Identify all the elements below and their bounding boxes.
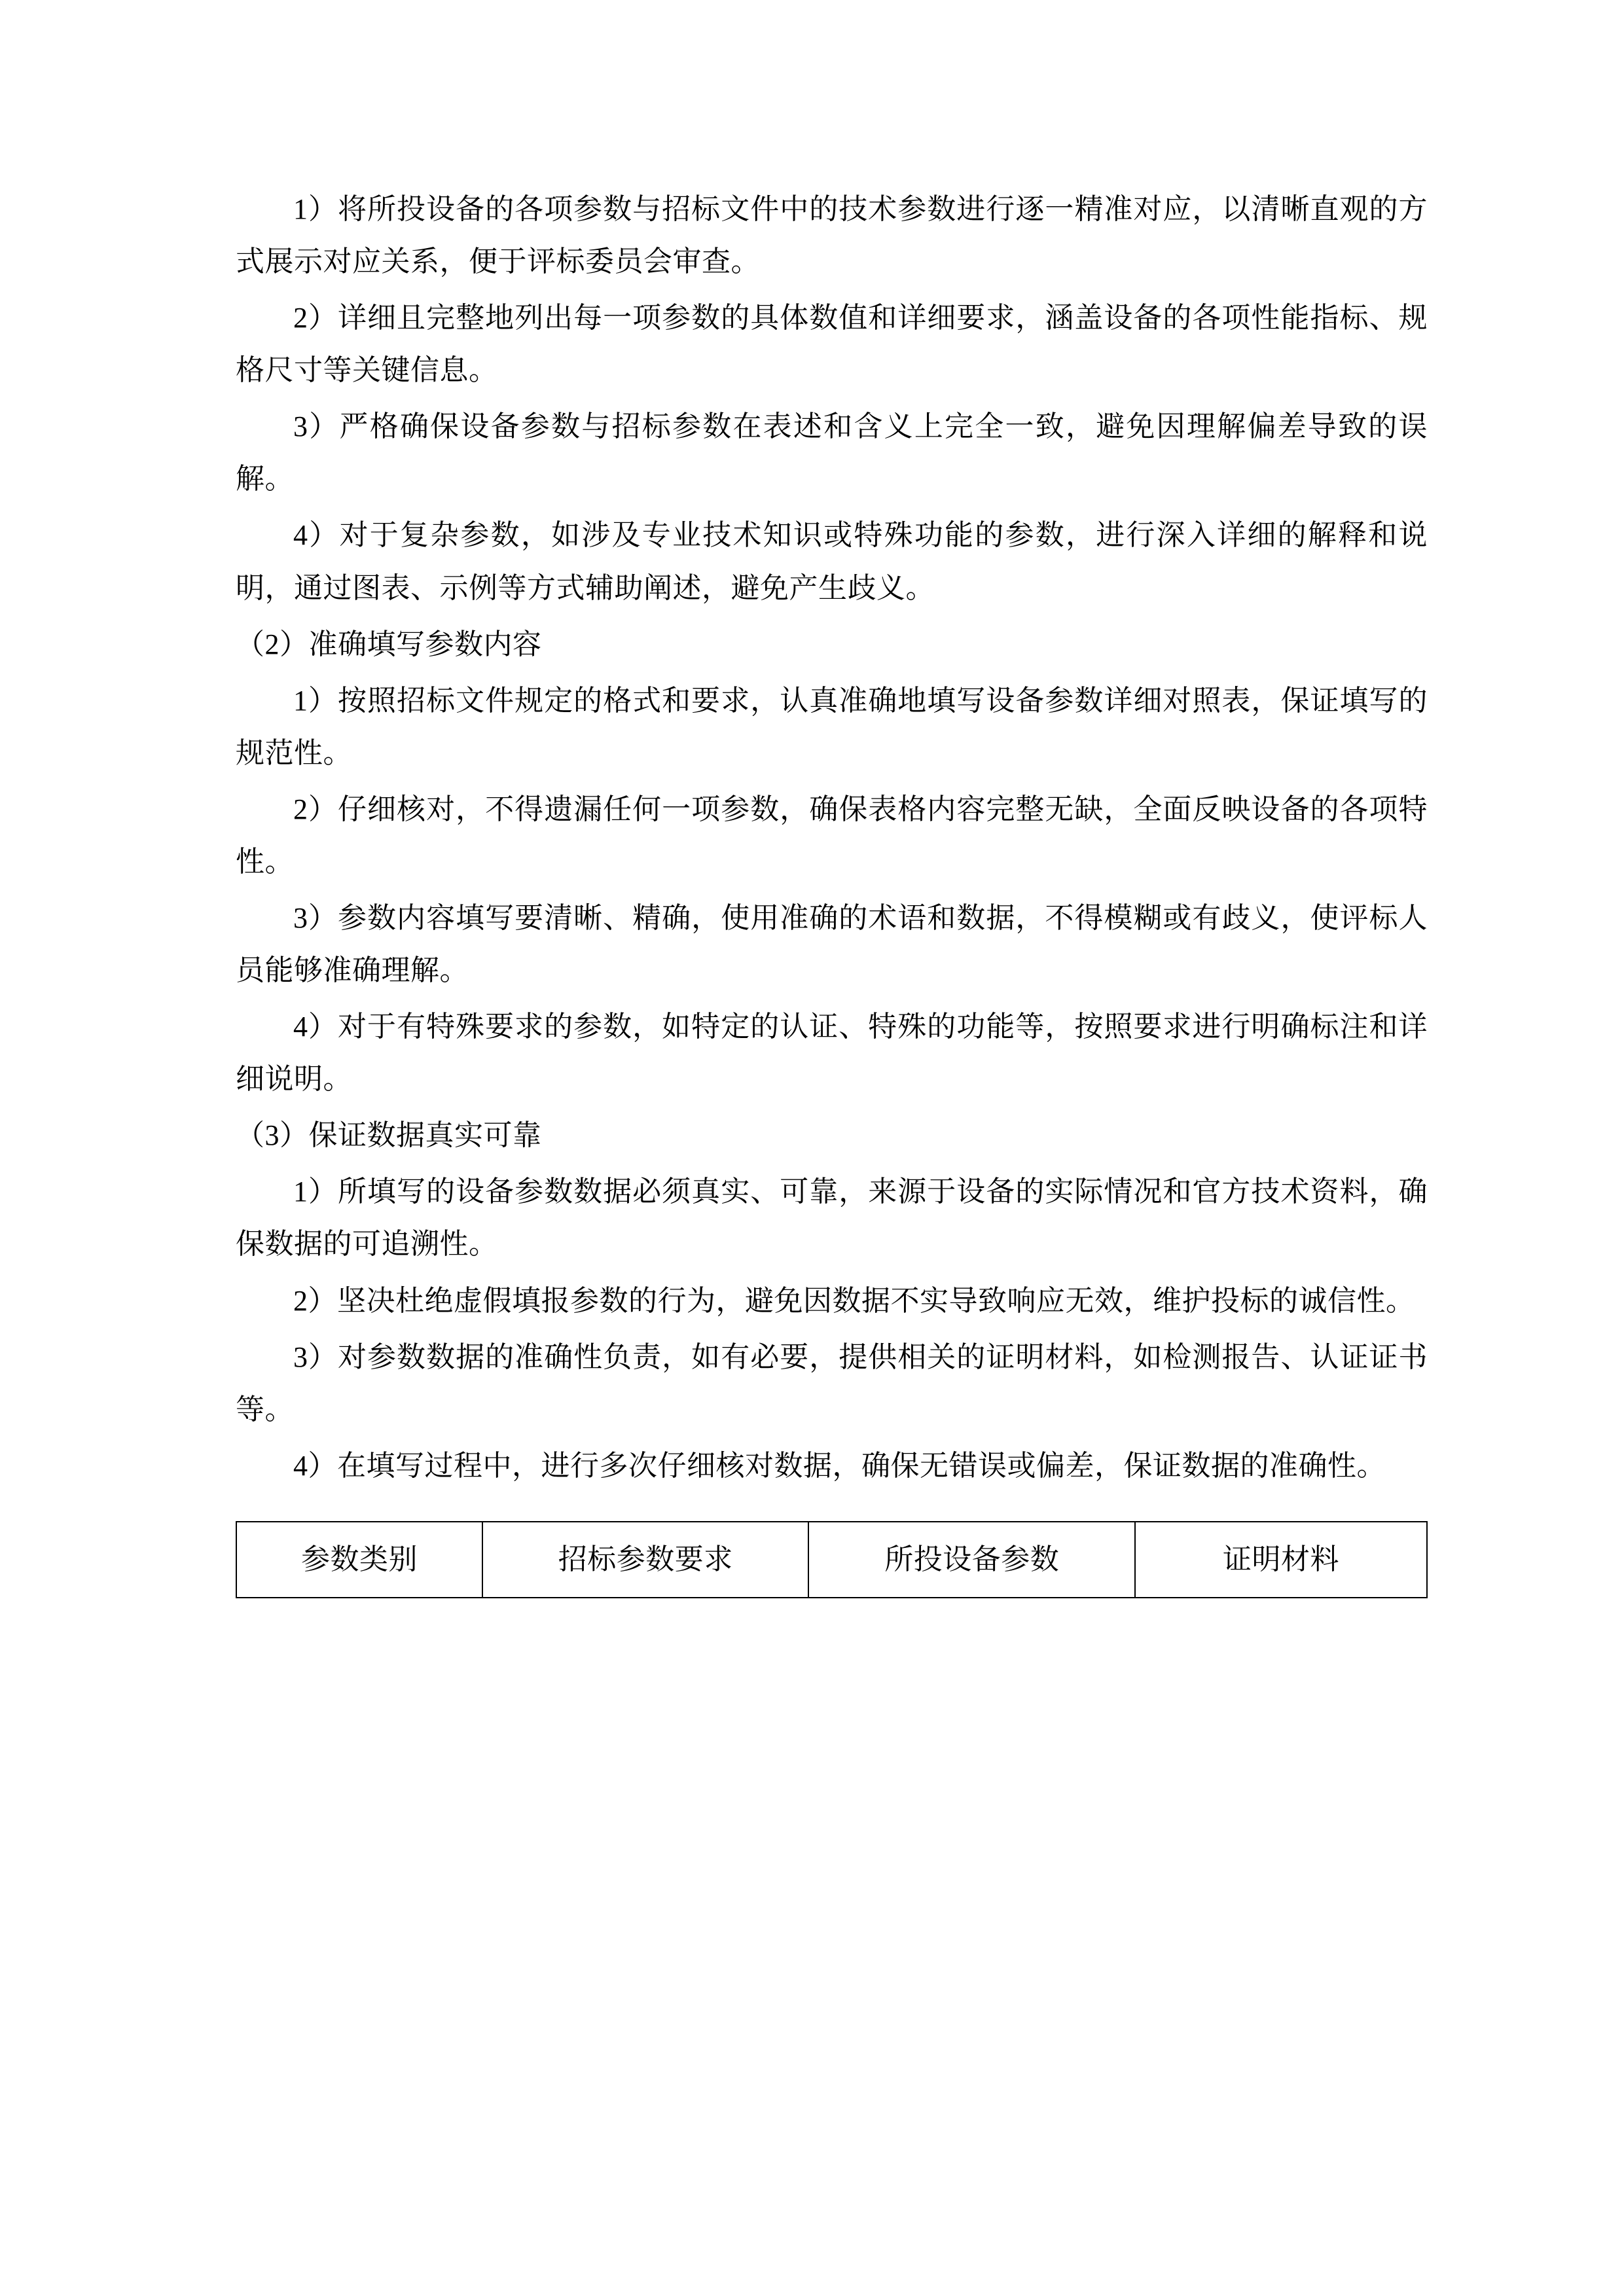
paragraph-7: 3）参数内容填写要清晰、精确，使用准确的术语和数据，不得模糊或有歧义，使评标人员能够准确理解。 [236,902,1428,987]
table-header-row [236,1522,1427,1598]
paragraph-9: 1）所填写的设备参数数据必须真实、可靠，来源于设备的实际情况和官方技术资料，确保数据的可追溯性。 [236,1175,1428,1261]
section-heading-3: （3）保证数据真实可靠 [236,1119,542,1152]
table-header-cell-offered-parameter: 所投设备参数 [808,1522,1134,1598]
section-heading-2: （2）准确填写参数内容 [236,628,542,660]
paragraph-1: 1）将所投设备的各项参数与招标文件中的技术参数进行逐一精准对应，以清晰直观的方式展示对应关系，便于评标委员会审查。 [236,193,1428,278]
paragraph-6: 2）仔细核对，不得遗漏任何一项参数，确保表格内容完整无缺，全面反映设备的各项特性。 [236,793,1428,878]
paragraph-8: 4）对于有特殊要求的参数，如特定的认证、特殊的功能等，按照要求进行明确标注和详细说明。 [236,1011,1428,1096]
paragraph-11: 3）对参数数据的准确性负责，如有必要，提供相关的证明材料，如检测报告、认证证书等。 [236,1340,1428,1426]
paragraph-3: 3）严格确保设备参数与招标参数在表述和含义上完全一致，避免因理解偏差导致的误解。 [236,410,1428,495]
parameter-comparison-table [236,1521,1428,1598]
paragraph-2: 2）详细且完整地列出每一项参数的具体数值和详细要求，涵盖设备的各项性能指标、规格尺寸等关键信息。 [236,302,1428,387]
table-header-cell-category: 参数类别 [236,1522,482,1598]
table-header-cell-tender-requirement: 招标参数要求 [482,1522,808,1598]
paragraph-5: 1）按照招标文件规定的格式和要求，认真准确地填写设备参数详细对照表，保证填写的规范性。 [236,684,1428,769]
paragraph-4: 4）对于复杂参数，如涉及专业技术知识或特殊功能的参数，进行深入详细的解释和说明，通过图表、示例等方式辅助阐述，避免产生歧义。 [236,519,1428,604]
document-body [236,183,1428,1598]
table-header-cell-proof-material: 证明材料 [1135,1522,1427,1598]
paragraph-12: 4）在填写过程中，进行多次仔细核对数据，确保无错误或偏差，保证数据的准确性。 [293,1449,1386,1482]
paragraph-10: 2）坚决杜绝虚假填报参数的行为，避免因数据不实导致响应无效，维护投标的诚信性。 [293,1284,1415,1317]
